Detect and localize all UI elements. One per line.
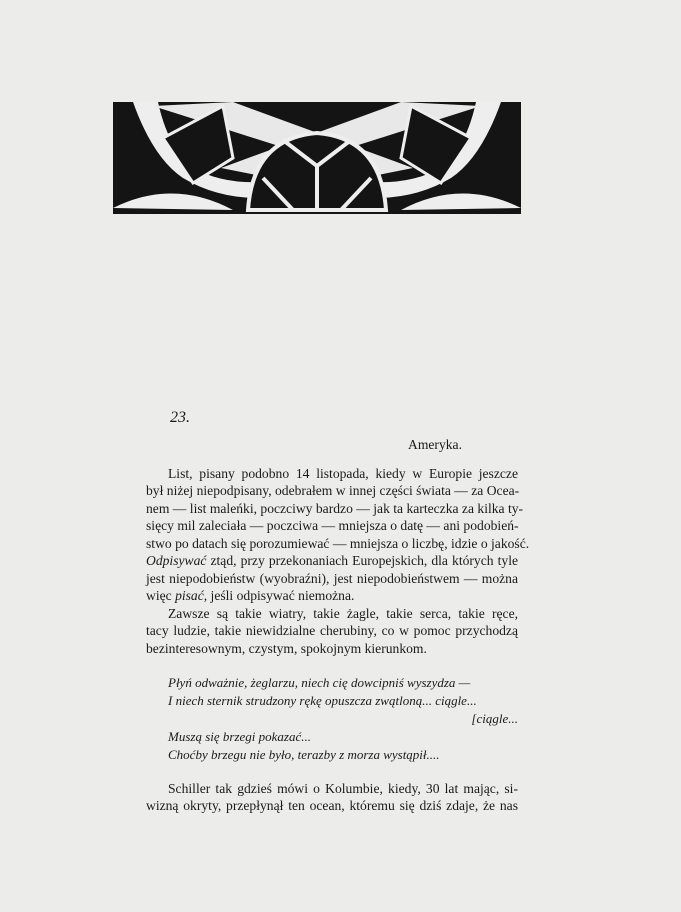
verse-line: [ciągle... — [471, 711, 518, 726]
text-line — [146, 587, 518, 604]
text-line: nem — list maleńki, poczciwy bardzo — jak ta karteczka za kilka ty- — [146, 501, 524, 516]
text-span: ztąd, przy przekonaniach Europejskich, dla których tyle — [206, 553, 518, 568]
text-line: List, pisany podobno 14 listopada, kiedy w Europie jeszcze — [168, 466, 518, 481]
text-line: Zawsze są takie wiatry, takie żagle, takie serca, takie ręce, — [168, 606, 518, 621]
text-line: sięcy mil zaleciała — poczciwa — mniejsza o datę — ani podobień- — [146, 518, 519, 533]
text-span: jeśli odpisywać niemożna. — [207, 588, 355, 603]
italic-word: pisać, — [175, 588, 208, 603]
verse-line: Choćby brzegu nie było, terazby z morza wystąpił.... — [168, 747, 440, 762]
text-line: bezinteresownym, czystym, spokojnym kierunkom. — [146, 641, 427, 656]
text-line: tacy ludzie, takie niewidzialne cherubiny, co w pomoc przychodzą — [146, 623, 518, 638]
decorative-ornament-headpiece — [113, 98, 521, 214]
text-line: jest niepodobieństw (wyobraźni), jest niepodobieństwem — można — [146, 571, 518, 586]
verse-line: I niech sternik strudzony rękę opuszcza zwątloną... ciągle... — [168, 693, 477, 708]
text-line: był niżej niepodpisany, odebrałem w innej części świata — za Ocea- — [146, 483, 520, 498]
italic-word: Odpisywać — [146, 553, 207, 568]
text-line: Schiller tak gdzieś mówi o Kolumbie, kiedy, 30 lat mając, si- — [168, 781, 518, 796]
chapter-number: 23. — [170, 409, 190, 426]
verse-line: Płyń odważnie, żeglarzu, niech cię dowcipniś wyszydza — — [168, 675, 471, 690]
chapter-title: Ameryka. — [408, 437, 462, 452]
text-span: więc — [146, 588, 176, 603]
verse-line: Muszą się brzegi pokazać... — [168, 729, 311, 744]
text-line: wizną okryty, przepłynął ten ocean, któremu się dziś zdaje, że nas — [146, 798, 518, 813]
text-line: stwo po datach się porozumiewać — mniejsza o liczbę, idzie o jakość. — [146, 536, 530, 551]
text-line — [146, 552, 518, 569]
